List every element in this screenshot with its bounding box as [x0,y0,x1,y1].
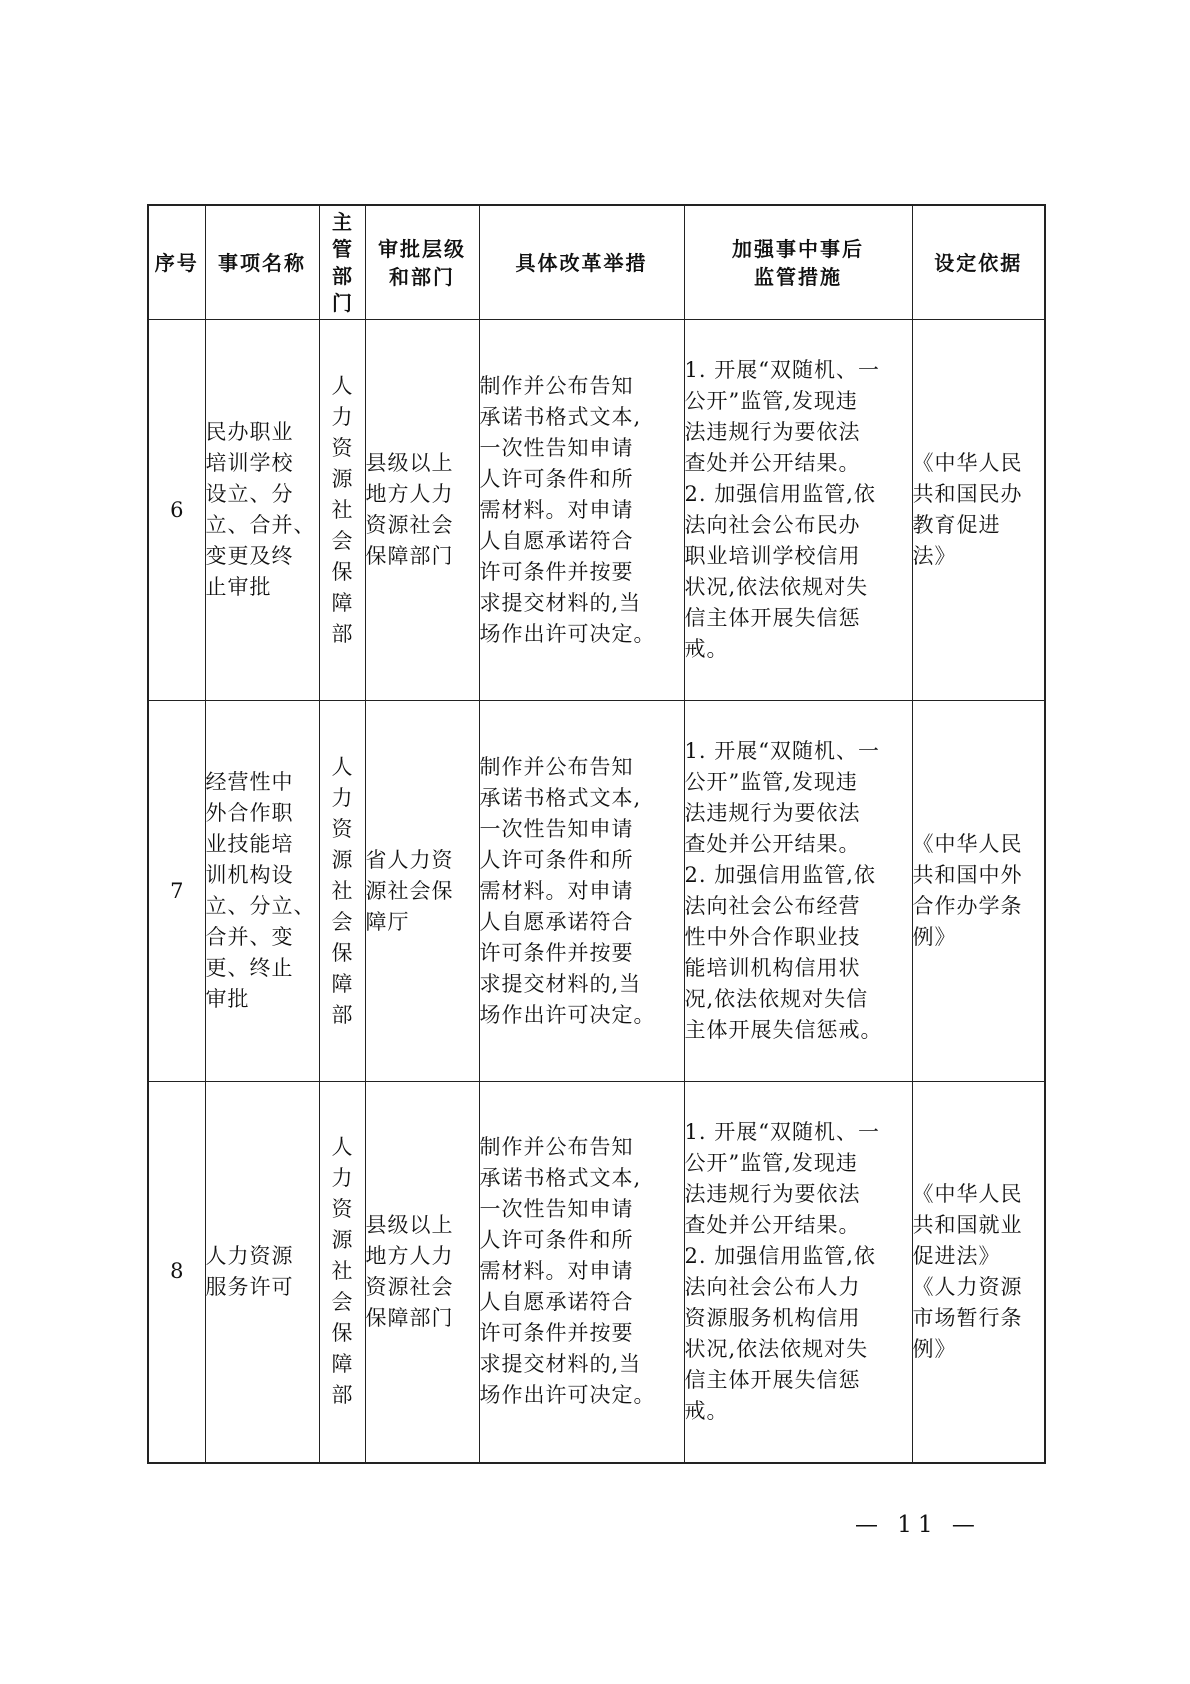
approval-level-cell: 县级以上 地方人力 资源社会 保障部门 [365,320,479,701]
header-approval-level: 审批层级 和部门 [365,205,479,320]
header-legal-basis: 设定依据 [912,205,1045,320]
header-authority: 主管部门 [319,205,365,320]
table-header-row [148,205,1045,320]
header-item-name: 事项名称 [205,205,319,320]
legal-basis-cell: 《中华人民 共和国民办 教育促进 法》 [912,320,1045,701]
seq-cell: 7 [148,701,205,1082]
authority-cell: 人力资源社会保障部 [319,1082,365,1463]
legal-basis-cell: 《中华人民 共和国中外 合作办学条 例》 [912,701,1045,1082]
seq-cell: 6 [148,320,205,701]
reform-measures-cell: 制作并公布告知 承诺书格式文本, 一次性告知申请 人许可条件和所 需材料。对申请 人自愿承诺符合 许可条件并按要 求提交材料的,当 场作出许可决定。 [479,320,684,701]
item-name-cell: 人力资源 服务许可 [205,1082,319,1463]
table-row [148,701,1045,1082]
header-seq: 序号 [148,205,205,320]
supervision-cell: 1. 开展“双随机、一 公开”监管,发现违 法违规行为要依法 查处并公开结果。 2. 加强信用监管,依 法向社会公布经营 性中外合作职业技 能培训机构信用状 况,依法依规对失信 主体开展失信惩戒。 [684,701,912,1082]
reform-table [147,204,1046,1464]
approval-level-cell: 省人力资 源社会保 障厅 [365,701,479,1082]
authority-cell: 人力资源社会保障部 [319,320,365,701]
approval-level-cell: 县级以上 地方人力 资源社会 保障部门 [365,1082,479,1463]
authority-cell: 人力资源社会保障部 [319,701,365,1082]
seq-cell: 8 [148,1082,205,1463]
legal-basis-cell: 《中华人民 共和国就业 促进法》 《人力资源 市场暂行条 例》 [912,1082,1045,1463]
header-supervision: 加强事中事后 监管措施 [684,205,912,320]
reform-measures-cell: 制作并公布告知 承诺书格式文本, 一次性告知申请 人许可条件和所 需材料。对申请 人自愿承诺符合 许可条件并按要 求提交材料的,当 场作出许可决定。 [479,701,684,1082]
supervision-cell: 1. 开展“双随机、一 公开”监管,发现违 法违规行为要依法 查处并公开结果。 2. 加强信用监管,依 法向社会公布民办 职业培训学校信用 状况,依法依规对失 信主体开展失信惩 戒。 [684,320,912,701]
item-name-cell: 经营性中 外合作职 业技能培 训机构设 立、分立、 合并、变 更、终止 审批 [205,701,319,1082]
table-row [148,320,1045,701]
item-name-cell: 民办职业 培训学校 设立、分 立、合并、 变更及终 止审批 [205,320,319,701]
supervision-cell: 1. 开展“双随机、一 公开”监管,发现违 法违规行为要依法 查处并公开结果。 2. 加强信用监管,依 法向社会公布人力 资源服务机构信用 状况,依法依规对失 信主体开展失信惩 戒。 [684,1082,912,1463]
header-reform-measures: 具体改革举措 [479,205,684,320]
page-number: — 11 — [855,1512,981,1538]
reform-measures-cell: 制作并公布告知 承诺书格式文本, 一次性告知申请 人许可条件和所 需材料。对申请 人自愿承诺符合 许可条件并按要 求提交材料的,当 场作出许可决定。 [479,1082,684,1463]
table-row [148,1082,1045,1463]
